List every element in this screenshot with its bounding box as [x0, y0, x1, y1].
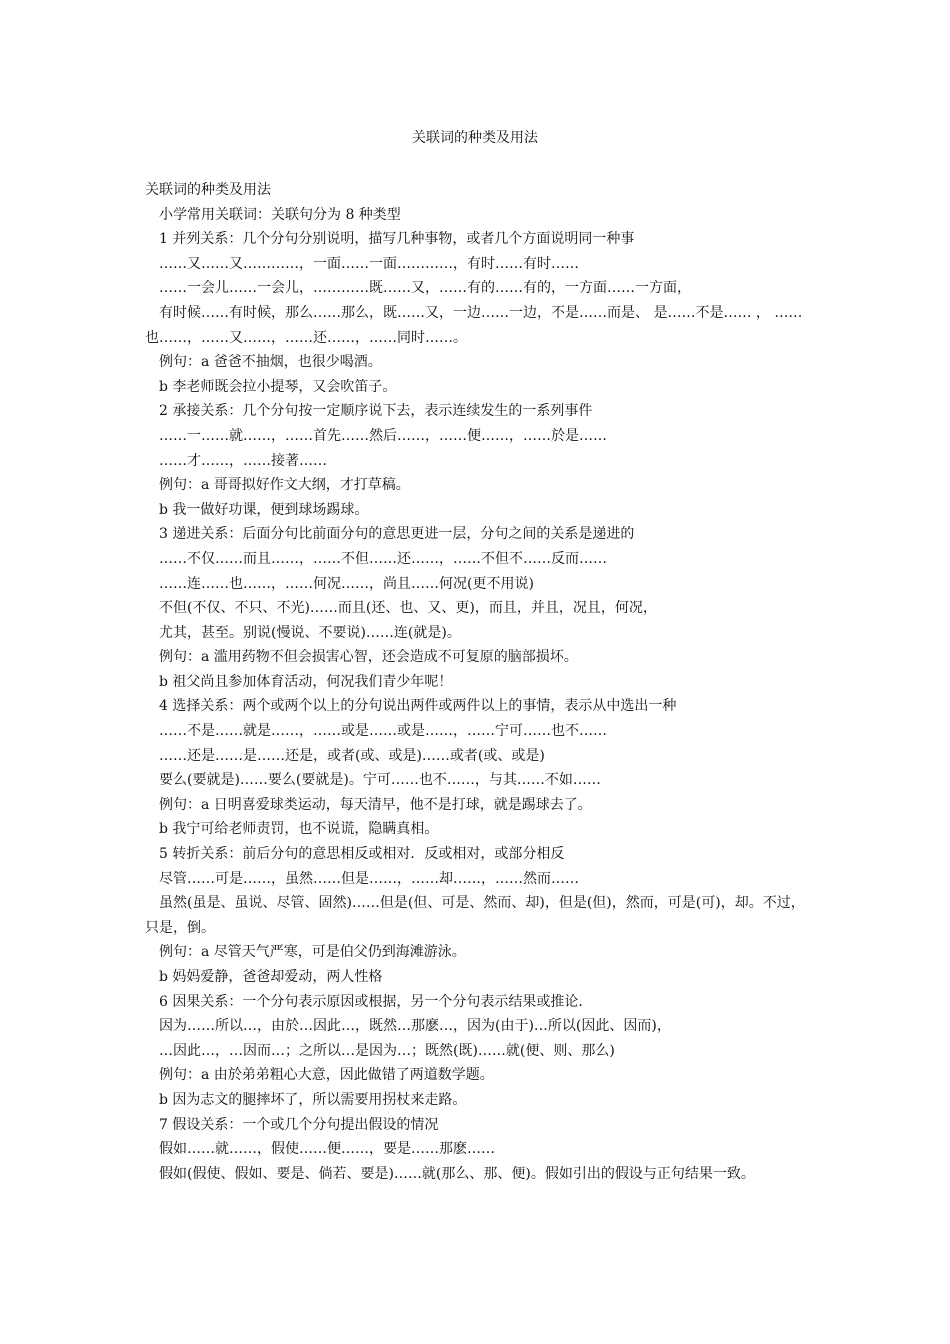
text-line: 例句：a 滥用药物不但会损害心智，还会造成不可复原的脑部损坏。 [159, 649, 578, 666]
text-line: 小学常用关联词：关联句分为 8 种类型 [159, 206, 401, 223]
text-line: 3 递进关系：后面分句比前面分句的意思更进一层，分句之间的关系是递进的 [159, 526, 635, 543]
text-line: 例句：a 由於弟弟粗心大意，因此做错了两道数学题。 [159, 1067, 494, 1084]
text-line: 要么(要就是)……要么(要就是)。宁可……也不……，与其……不如…… [159, 772, 601, 789]
text-line: 例句：a 爸爸不抽烟，也很少喝酒。 [159, 354, 382, 371]
text-line: ……不是……就是……，……或是……或是……，……宁可……也不…… [159, 723, 607, 740]
text-line: b 因为志文的腿摔坏了，所以需要用拐杖来走路。 [159, 1091, 467, 1108]
text-line: 6 因果关系：一个分句表示原因或根据，另一个分句表示结果或推论． [159, 993, 593, 1010]
text-line: …因此…，…因而…；之所以…是因为…；既然(既)……就(便、则、那么) [159, 1042, 615, 1059]
text-line: 假如……就……，假使……便……，要是……那麽…… [159, 1141, 495, 1158]
text-line: 4 选择关系：两个或两个以上的分句说出两件或两件以上的事情，表示从中选出一种 [159, 698, 677, 715]
text-line: ……一会儿……一会儿，…………既……又，……有的……有的，一方面……一方面， [159, 280, 691, 297]
text-line: b 妈妈爱静，爸爸却爱动，两人性格 [159, 969, 383, 985]
text-line: b 李老师既会拉小提琴，又会吹笛子。 [159, 378, 397, 395]
text-line: ……又……又…………，一面……一面…………，有时……有时…… [159, 255, 579, 272]
document-body [145, 178, 810, 1186]
document-title: 关联词的种类及用法 [412, 130, 538, 146]
text-line: ……连……也……，……何况……，尚且……何况(更不用说) [159, 575, 534, 592]
text-line: 1 并列关系：几个分句分别说明，描写几种事物，或者几个方面说明同一种事 [159, 231, 635, 248]
text-line: 7 假设关系：一个或几个分句提出假设的情况 [159, 1116, 439, 1133]
text-line: 关联词的种类及用法 [145, 182, 271, 198]
text-line: 尤其，甚至。别说(慢说、不要说)……连(就是)。 [159, 624, 461, 641]
text-line: 因为……所以…，由於…因此…，既然…那麽…，因为(由于)…所以(因此、因而)， [159, 1018, 671, 1035]
text-line: 不但(不仅、不只、不光)……而且(还、也、又、更)，而且，并且，况且，何况， [159, 600, 657, 617]
text-line: 2 承接关系：几个分句按一定顺序说下去，表示连续发生的一系列事件 [159, 403, 593, 420]
text-line: 有时候……有时候，那么……那么，既……又，一边……一边，不是……而是、 是……不是…… ， ……也……，……又……，……还……，……同时……。 [145, 304, 803, 346]
text-line: 虽然(虽是、虽说、尽管、固然)……但是(但、可是、然而、却)，但是(但)，然而，可是(可)，却。不过，只是，倒。 [145, 895, 805, 936]
text-line: ……还是……是……还是，或者(或、或是)……或者(或、或是) [159, 747, 545, 764]
text-line: ……才……，……接著…… [159, 452, 327, 469]
text-line: ……不仅……而且……，……不但……还……，……不但不……反而…… [159, 550, 607, 567]
text-line: b 祖父尚且参加体育活动，何况我们青少年呢！ [159, 673, 453, 690]
text-line: 例句：a 哥哥拟好作文大纲，才打草稿。 [159, 477, 410, 494]
text-line: 假如(假使、假如、要是、倘若、要是)……就(那么、那、便)。假如引出的假设与正句结果一致。 [159, 1165, 755, 1182]
text-line: ……一……就……，……首先……然后……，……便……，……於是…… [159, 427, 607, 444]
text-line: 例句：a 日明喜爱球类运动，每天清早，他不是打球，就是踢球去了。 [159, 796, 592, 813]
text-line: b 我宁可给老师责罚，也不说谎，隐瞒真相。 [159, 821, 439, 838]
text-line: b 我一做好功课，便到球场踢球。 [159, 501, 369, 518]
text-line: 5 转折关系：前后分句的意思相反或相对．反或相对，或部分相反 [159, 846, 565, 863]
text-line: 例句：a 尽管天气严寒，可是伯父仍到海滩游泳。 [159, 944, 466, 961]
text-line: 尽管……可是……，虽然……但是……，……却……，……然而…… [159, 870, 579, 887]
